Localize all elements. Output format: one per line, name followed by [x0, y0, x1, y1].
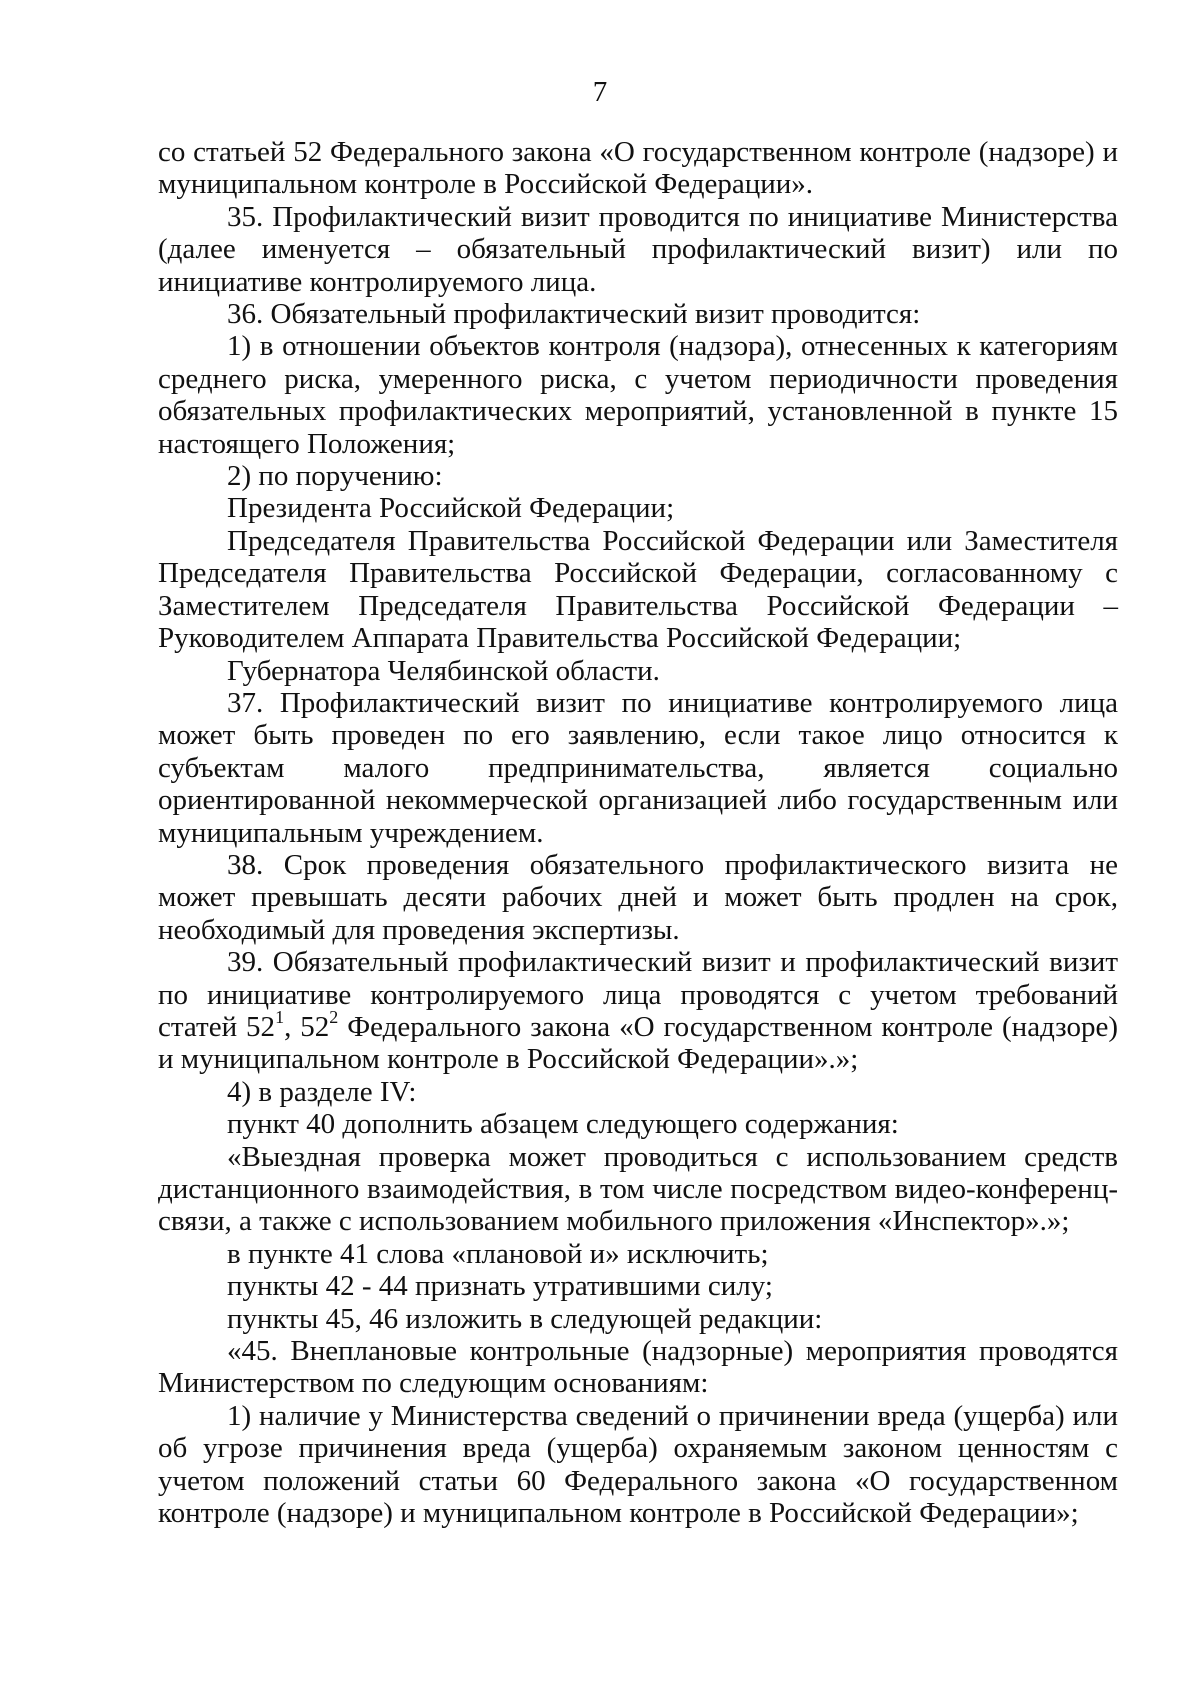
page-number: 7 — [592, 76, 608, 108]
paragraph: 2) по поручению: — [227, 460, 443, 493]
paragraph: 36. Обязательный профилактический визит проводится: — [227, 298, 921, 331]
paragraph: в пункте 41 слова «плановой и» исключить; — [227, 1237, 769, 1270]
superscript-2: 2 — [329, 1007, 339, 1028]
paragraph: пункты 42 - 44 признать утратившими силу; — [227, 1270, 773, 1303]
paragraph: пункты 45, 46 изложить в следующей редакции: — [227, 1302, 823, 1335]
paragraph: Президента Российской Федерации; — [227, 492, 675, 525]
paragraph: «45. Внеплановые контрольные (надзорные) мероприятия проводятся Министерством по следующим основаниям: — [158, 1335, 1118, 1400]
paragraph: 1) в отношении объектов контроля (надзора), отнесенных к категориям среднего риска, умеренного риска, с учетом периодичности проведения обязательных профилактических мероприятий, установленной в пункте 15 настоящего Положения; — [158, 330, 1118, 460]
paragraph: 1) наличие у Министерства сведений о причинении вреда (ущерба) или об угрозе причинения вреда (ущерба) охраняемым законом ценностям с учетом положений статьи 60 Федерального закона «О государственном контроле (надзоре) и муниципальном контроле в Российской Федерации»; — [158, 1399, 1118, 1530]
paragraph: пункт 40 дополнить абзацем следующего содержания: — [227, 1108, 899, 1141]
paragraph: 38. Срок проведения обязательного профилактического визита не может превышать десяти рабочих дней и может быть продлен на срок, необходимый для проведения экспертизы. — [158, 848, 1118, 946]
paragraph-39-part-3: Федерального закона «О государственном контроле (надзоре) и муниципальном контроле в Российской Федерации».»; — [158, 1010, 1118, 1076]
paragraph-39-part-1: 39. Обязательный профилактический визит и профилактический визит по инициативе контролируемого лица проводятся с учетом требований статей 52 — [158, 946, 1118, 1043]
paragraph: 37. Профилактический визит по инициативе контролируемого лица может быть проведен по его заявлению, если такое лицо относится к субъектам малого предпринимательства, является социально ориентированной некоммерческой организацией либо государственным или муниципальным учреждением. — [158, 686, 1118, 849]
paragraph: Председателя Правительства Российской Федерации или Заместителя Председателя Правительства Российской Федерации, согласованному с Заместителем Председателя Правительства Российской Федерации – Руководителем Аппарата Правительства Российской Федерации; — [158, 524, 1118, 655]
superscript-1: 1 — [275, 1007, 285, 1028]
document-body — [158, 136, 1118, 1529]
paragraph: со статьей 52 Федерального закона «О государственном контроле (надзоре) и муниципальном контроле в Российской Федерации». — [158, 136, 1118, 201]
paragraph-39-part-2: , 52 — [284, 1010, 330, 1043]
paragraph: «Выездная проверка может проводиться с использованием средств дистанционного взаимодействия, в том числе посредством видео-конференц-связи, а также с использованием мобильного приложения «Инспектор».»; — [158, 1140, 1118, 1238]
paragraph: Губернатора Челябинской области. — [227, 654, 660, 687]
paragraph: 4) в разделе IV: — [227, 1075, 417, 1108]
paragraph: 35. Профилактический визит проводится по инициативе Министерства (далее именуется – обязательный профилактический визит) или по инициативе контролируемого лица. — [158, 200, 1118, 298]
paragraph-39 — [158, 946, 1118, 1076]
